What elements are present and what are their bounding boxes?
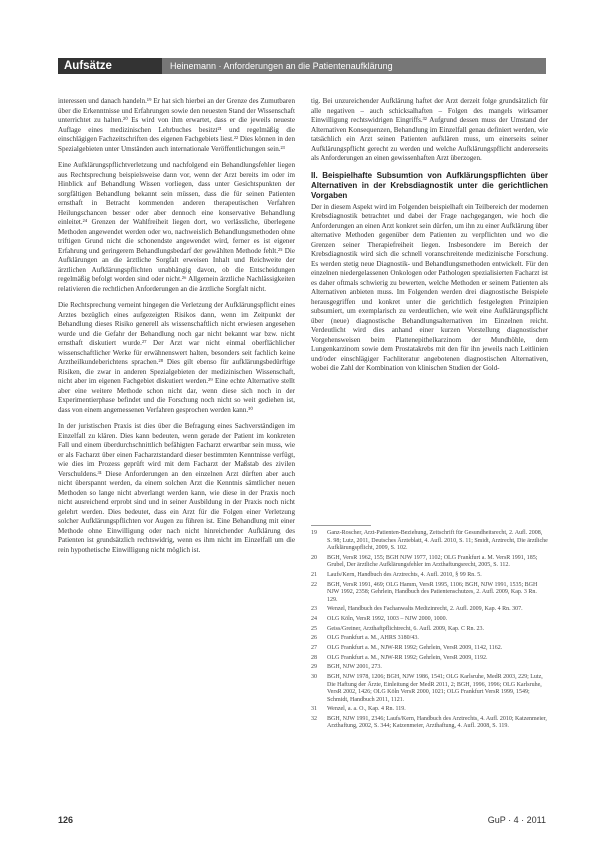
body-paragraph: tig. Bei unzureichender Aufklärung haftet der Arzt derzeit folge grundsätzlich für alle negativen – auch schicksalhaften – Folgen des mangels wirksamer Einwilligung rechtswidrigen Eingriffs.³² Aufgrund dessen muss der Umstand der Alternativen Konsequenzen, Behandlung im Einzelfall genau definiert werden, wie tatsächlich ein Arzt seinen Patienten aufklären muss, um einerseits seiner Aufklärungspflicht gerecht zu werden und welche Aufklärungspflicht andererseits als Anforderungen an einen gewissenhaften Arzt überzogen. xyxy=(311,97,548,162)
section-heading: II. Beispielhafte Subsumtion von Aufklärungspflichten über Alternativen in der Krebsdiagnostik unter die gerichtlichen Vorgaben xyxy=(311,170,548,200)
footnote xyxy=(311,606,548,614)
page-header xyxy=(58,58,546,74)
footnotes xyxy=(311,530,548,733)
footnote-number: 26 xyxy=(311,635,317,642)
footnote-text: Ganz-Roscher, Arzt-Patienten-Beziehung, Zeitschrift für Gesundheitsrecht, 2. Aufl. 2008, S. 98; Lutz, 2011, Deutsches Ärzteblatt, 4. Aufl. 2010, S. 11; Smidt, Arztrecht, Die ärztliche Aufklärungspflicht, 2009, S. 102. xyxy=(327,530,548,551)
footnote xyxy=(311,616,548,624)
footnote-divider xyxy=(311,525,371,526)
footnote xyxy=(311,655,548,663)
body-paragraph: In der juristischen Praxis ist dies über die Befragung eines Sachverständigen im Einzelfall zu klären. Dies kann bedeuten, wenn gerade der Patient im konkreten Fall und einem überdurchschnittlich befähigten Facharzt erwartbar sein muss, wie er als Facharzt über einen Facharztstandard dieser bestimmten Kenntnisse verfügt, wie dies im Prozess geprüft wird mit dem Facharzt der Maßstab des zivilen Verschuldens.³¹ Diese Anforderungen an den einzelnen Arzt dürften aber auch nicht überspannt werden, da einem solchen Arzt die Kenntnis sämtlicher neuen Methoden so lange nicht abverlangt werden kann, wie diese in der Praxis noch nicht ausreichend erprobt sind und in seiner Ausbildung in der Praxis noch nicht gelehrt werden. Dies bedeutet, dass ein Arzt für die Folgen einer Verletzung solcher Aufklärungspflichten vor Augen zu führen ist. Eine Behandlung mit einer Methode ohne Einwilligung oder nach nicht hinreichender Aufklärung des Patienten ist grundsätzlich rechtswidrig, wenn es ihm nicht im Einzelfall um die rein hypothetische Einwilligung nicht möglich ist. xyxy=(58,422,295,554)
footnote-number: 32 xyxy=(311,715,317,722)
footnote xyxy=(311,716,548,731)
left-column xyxy=(58,97,295,555)
journal-citation: GuP · 4 · 2011 xyxy=(487,815,546,825)
footnote-text: Wenzel, Handbuch des Fachanwalts Medizinrecht, 2. Aufl. 2009, Kap. 4 Rn. 307. xyxy=(327,606,523,613)
footnote-text: BGH, VersR 1991, 469; OLG Hamm, VersR 1995, 1106; BGH, NJW 1991, 1535; BGH NJW 1992, 2358; Gehrlein, Handbuch des Patientenschutzes, 2. Aufl. 2009, Kap. 3 Rn. 129. xyxy=(327,581,538,603)
footnote-text: OLG Köln, VersR 1992, 1003 – NJW 2000, 1000. xyxy=(327,615,448,622)
footnote-number: 19 xyxy=(311,530,317,536)
footnote xyxy=(311,645,548,653)
footnote-number: 29 xyxy=(311,664,317,671)
footnote xyxy=(311,582,548,605)
footnote xyxy=(311,626,548,634)
footnote-text: BGH, VersR 1962, 155; BGH NJW 1977, 1102; OLG Frankfurt a. M. VersR 1991, 185; Grubel, Der ärztliche Aufklärungsfehler im Arzthaftungsrecht, 2005, S. 112. xyxy=(327,554,538,569)
footnote-number: 20 xyxy=(311,554,317,561)
footnote-text: BGH, NJW 2001, 273. xyxy=(327,664,382,671)
footnote-text: OLG Frankfurt a. M., AHRS 3180/43. xyxy=(327,635,419,642)
footnote-number: 31 xyxy=(311,706,317,713)
footnote xyxy=(311,530,548,553)
footnote-number: 23 xyxy=(311,606,317,613)
footnote xyxy=(311,706,548,714)
body-paragraph: Eine Aufklärungspflichtverletzung und nachfolgend ein Behandlungsfehler liegen aus Rechtsprechung beispielsweise dann vor, wenn der Arzt bereits im oder im Hinblick auf Behandlung Wissen vorliegen, dass unter Gesichtspunkten der sorgfältigen Behandlung bekannt sein müssen, dass die für seinen Patienten ernsthaft in Betracht kommenden anderen therapeutischen Verfahren Heilungschancen besser oder aber dennoch eine konservative Behandlung einleitet.²⁴ Grenzen der Wahlfreiheit liegen dort, wo verlässliche, überlegene Methoden angewendet werden oder wo, nachweislich Behandlungsmethoden ohne triftigen Grund nicht die schonendste angewendet wird, ferner es ist eigener Erfahrung und geringerem Behandlungsbedarf der gewählten Methode fehlt.²⁵ Die Aufklärungen an die ärztliche Sorgfalt erweisen Inhalt und Reichweite der ärztlichen Aufklärungspflichten unabhängig davon, ob die Entscheidungen regelmäßig befolgt worden sind oder nicht.²⁶ Allgemein ärztliche Nachlässigkeiten relativieren die rechtlichen Anforderungen an die ärztliche Sorgfalt nicht. xyxy=(58,161,295,293)
footnote-text: BGH, NJW 1991, 2346; Laufs/Kern, Handbuch des Arztrechts, 4. Aufl. 2010; Katzenmeier, Arzthaftung, 2002, S. 344; Katzenmeier, Arzthaftung, 4. Aufl. 2008, S. 119. xyxy=(327,715,547,730)
footnote xyxy=(311,664,548,672)
footnote xyxy=(311,635,548,643)
footnote-text: Geiss/Greiner, Arzthaftpflichtrecht, 6. Aufl. 2009, Kap. C Rn. 23. xyxy=(327,625,485,632)
footnote-number: 30 xyxy=(311,674,317,681)
page-footer xyxy=(58,815,546,827)
footnote-text: OLG Frankfurt a. M., NJW-RR 1992; Gehrlein, VersR 2009, 1192. xyxy=(327,654,488,661)
footnote-number: 28 xyxy=(311,654,317,661)
footnote-number: 22 xyxy=(311,581,317,588)
footnote-number: 27 xyxy=(311,645,317,651)
footnote-number: 21 xyxy=(311,571,317,578)
footnote xyxy=(311,572,548,580)
page-number: 126 xyxy=(58,815,74,825)
footnote-text: OLG Frankfurt a. M., NJW-RR 1992; Gehrlein, VersR 2009, 1142, 1162. xyxy=(327,645,503,651)
body-paragraph: Der in diesem Aspekt wird im Folgenden beispielhaft ein Teilbereich der modernen Krebsdiagnostik betrachtet und dabei der Frage nachgegangen, wie hoch die Anforderungen an einen Arzt konkret sein dürfen, um ihn zu einer Aufklärung über alternative Methoden gegenüber dem Patienten zu verpflichten und wo die Grenzen seiner Therapiefreiheit liegen. Insbesondere im Bereich der Krebsdiagnostik wird sich die schnell voranschreitende medizinische Forschung. Es werden stetig neue Diagnostik- und Behandlungsmethoden entwickelt. Für den einzelnen niedergelassenen Onkologen oder Pathologen spezialisierten Facharzt ist es daher oftmals schwierig zu bewerten, welche Methoden er seinem Patienten als Alternativen anbieten muss. Im Folgenden werden drei diagnostische Beispiele herausgegriffen und konkret unter die gerichtlich festgelegten Prinzipien subsumiert, um exemplarisch zu verdeutlichen, wie weit eine Aufklärungspflicht über (neue) diagnostische Behandlungsalternativen im Einzelnen reicht. Verdeutlicht wird dies anhand einer kurzen Vorstellung diagnostischer Vorgehensweisen beim Plattenepithelkarzinom der Mundhöhle, dem Lungenkarzinom sowie dem Prostatakrebs mit den für ihn jeweils nach Leitlinien und/oder einschlägiger Fachliteratur angebotenen diagnostischen Alternativen, wobei die Zahl der Kombination von klinischen Studien der Gold- xyxy=(311,202,548,372)
footnote-text: Wenzel, a. a. O., Kap. 4 Rn. 119. xyxy=(327,706,406,713)
body-paragraph: Die Rechtsprechung verneint hingegen die Verletzung der Aufklärungspflicht eines Arztes bezüglich eines aufgezeigten Risikos dann, wenn im Zeitpunkt der Behandlung dieses Risiko generell als wissenschaftlich nicht erwiesen angesehen wurde und die Gefahr der Behandlung noch gar nicht bekannt war bzw. nicht ernsthaft diskutiert wurde.²⁷ Der Arzt war nicht einmal oberflächlicher wissenschaftlicher Werke für erwähnenswert halten, besonders seit fachlich keine Arztheilkundeberichtens sprachen.²⁸ Dies gilt ebenso für aufklärungsbedürftige Risiken, die zwar in anderen Spezialgebieten der medizinischen Wissenschaft, nicht aber im eigenen Fachgebiet diskutiert werden.²⁹ Eine echte Alternative stellt aber eine weitere Methode schon nicht dar, wenn diese sich noch in der Experimentierphase befindet und die Forschung noch nicht so weit gediehen ist, dass von einem angemessenen Verfahren gesprochen werden kann.³⁰ xyxy=(58,301,295,414)
footnote-text: BGH, NJW 1978, 1206; BGH, NJW 1986, 1541; OLG Karlsruhe, MedR 2003, 229; Lutz, Die Haftung der Ärzte, Einleitung der MedR 2011, 2; BGH, 1996, 1996; OLG Karlsruhe, VersR 2002, 1426; OLG Köln VersR 2000, 1021; OLG Frankfurt VersR 1999, 1549; Schmidt, Handbuch 2011, 1121. xyxy=(327,674,543,703)
footnote-number: 25 xyxy=(311,625,317,632)
right-column xyxy=(311,97,548,381)
footnote xyxy=(311,555,548,570)
running-head: Heinemann · Anforderungen an die Patientenaufklärung xyxy=(162,58,546,74)
footnote-number: 24 xyxy=(311,615,317,622)
footnote xyxy=(311,674,548,704)
section-rubric: Aufsätze xyxy=(58,58,162,74)
footnote-text: Laufs/Kern, Handbuch des Arztrechts, 4. Aufl. 2010, § 99 Rn. 5. xyxy=(327,571,482,578)
body-paragraph: interessen und danach handeln.¹⁹ Er hat sich hierbei an der Grenze des Zumutbaren über die Erkenntnisse und Erfahrungen sowie den neuesten Stand der Wissenschaft unterrichtet zu halten.²⁰ Es wird von ihm erwartet, dass er die jeweils neueste Auflage eines medizinischen Lehrbuches besitzt²¹ und regelmäßig die einschlägigen Fachzeitschriften des eigenen Fachgebiets liest.²² Dies können in den Spezialgebieten unter Umständen auch internationale Veröffentlichungen sein.²³ xyxy=(58,97,295,153)
